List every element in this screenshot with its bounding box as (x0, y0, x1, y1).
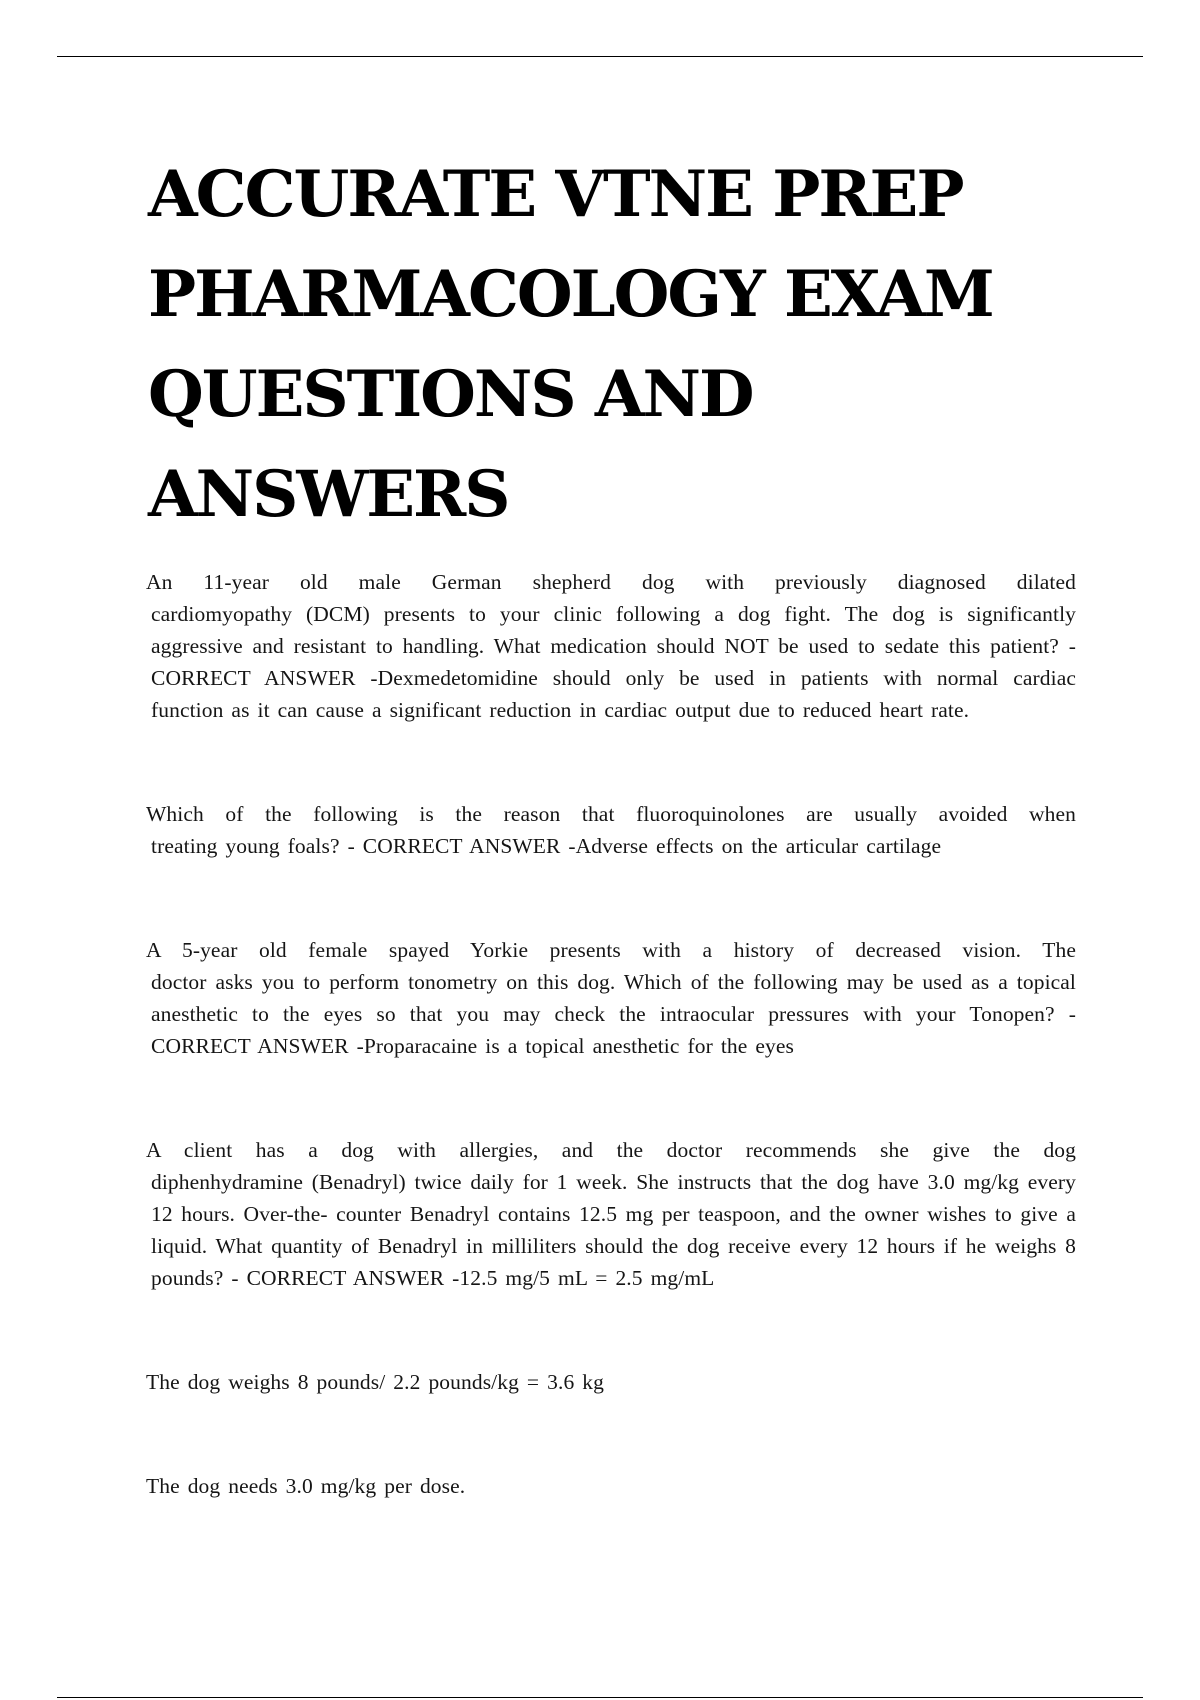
top-rule (57, 56, 1143, 57)
qa-item-4-text: diphenhydramine (Benadryl) twice daily for 1 week. She instructs that the dog have 3.0 mg/kg every 12 hours. Over-the- counter Benadryl contains 12.5 mg per teaspoon, and the owner wishes to give a liquid. What quantity of Benadryl in milliliters should the dog receive every 12 hours if he weighs 8 pounds? - CORRECT ANSWER -12.5 mg/5 mL = 2.5 mg/mL (151, 1170, 1076, 1290)
title-line-2: PHARMACOLOGY EXAM (148, 257, 993, 332)
calc-line-1 (146, 1366, 1076, 1398)
title-line-3: QUESTIONS AND (148, 357, 753, 432)
calc-line-2 (146, 1470, 1076, 1502)
qa-item-2 (146, 798, 1076, 862)
calc-line-1-text: The dog weighs 8 pounds/ 2.2 pounds/kg = 3.6 kg (146, 1370, 604, 1394)
title-line-4: ANSWERS (148, 457, 509, 532)
qa-item-3 (146, 934, 1076, 1062)
qa-item-3-text: doctor asks you to perform tonometry on this dog. Which of the following may be used as a topical anesthetic to the eyes so that you may check the intraocular pressures with your Tonopen? - CORRECT ANSWER -Proparacaine is a topical anesthetic for the eyes (151, 970, 1076, 1058)
qa-item-2-text: treating young foals? - CORRECT ANSWER -Adverse effects on the articular cartilage (151, 834, 942, 858)
document-title (148, 145, 1108, 545)
title-line-1: ACCURATE VTNE PREP (148, 157, 963, 232)
bottom-rule (57, 1697, 1143, 1698)
qa-item-4 (146, 1134, 1076, 1294)
qa-item-3-first-line: A 5-year old female spayed Yorkie presents with a history of decreased vision. The (146, 938, 1076, 962)
calc-line-2-text: The dog needs 3.0 mg/kg per dose. (146, 1474, 466, 1498)
paragraph-spacer (146, 1294, 1076, 1366)
qa-item-4-first-line: A client has a dog with allergies, and the doctor recommends she give the dog (146, 1138, 1076, 1162)
paragraph-spacer (146, 862, 1076, 934)
paragraph-spacer (146, 1062, 1076, 1134)
paragraph-spacer (146, 1398, 1076, 1470)
qa-item-2-first-line: Which of the following is the reason that fluoroquinolones are usually avoided when (146, 802, 1076, 826)
paragraph-spacer (146, 726, 1076, 798)
qa-list (146, 566, 1076, 1502)
qa-item-1-text: cardiomyopathy (DCM) presents to your clinic following a dog fight. The dog is significantly aggressive and resistant to handling. What medication should NOT be used to sedate this patient? - CORRECT ANSWER -Dexmedetomidine should only be used in patients with normal cardiac function as it can cause a significant reduction in cardiac output due to reduced heart rate. (151, 602, 1076, 722)
qa-item-1 (146, 566, 1076, 726)
qa-item-1-first-line: An 11-year old male German shepherd dog with previously diagnosed dilated (146, 570, 1076, 594)
